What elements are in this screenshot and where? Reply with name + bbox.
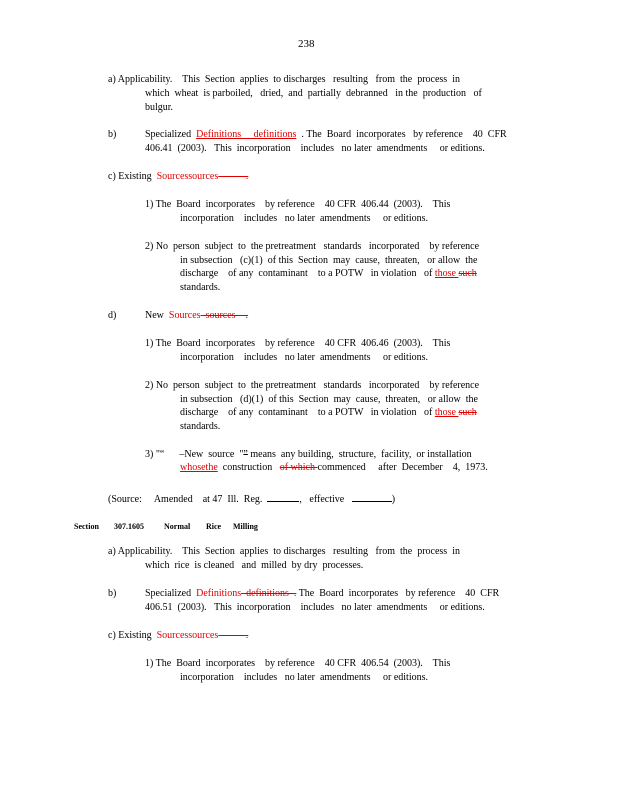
d1-line-1: 1) The Board incorporates by reference 40 CFR 406.46 (2003). This	[145, 338, 451, 349]
definitions-line-2: 406.51 (2003). This incorporation includes no later amendments or editions.	[145, 602, 485, 613]
d1-line-2: incorporation includes no later amendments or editions.	[180, 352, 428, 363]
paragraph-label: b)	[108, 129, 117, 140]
d3-line-1	[145, 449, 472, 461]
inserted-text: Sources	[168, 310, 201, 321]
section-label: Section	[74, 522, 99, 531]
definitions-line-2: 406.41 (2003). This incorporation includes no later amendments or editions.	[145, 143, 485, 154]
text-segment: . The Board incorporates by reference 40 CFR	[296, 129, 507, 140]
text-segment: Specialized	[145, 588, 197, 599]
inserted-text: those	[434, 268, 459, 279]
section-number: 307.1605	[114, 522, 144, 531]
deleted-text: ”	[243, 449, 248, 460]
c1-line-2: incorporation includes no later amendments or editions.	[180, 213, 428, 224]
new-sources-heading	[145, 310, 248, 322]
definitions-line-1	[145, 129, 507, 141]
paragraph-label: d)	[108, 310, 117, 321]
text-segment: c) Existing	[108, 171, 157, 182]
text-segment: discharge of any contaminant to a POTW in violation of	[180, 407, 435, 418]
text-segment: (Source: Amended at 47 Ill. Reg.	[108, 494, 268, 505]
inserted-text: those	[434, 407, 459, 418]
c2-line-2: in subsection (c)(1) of this Section may cause, threaten, or allow the	[180, 255, 478, 266]
inserted-text: Sourcessources	[156, 630, 219, 641]
inserted-text: Definitions	[196, 588, 242, 599]
applicability-line-2: which wheat is parboiled, dried, and partially debranned in the production of	[145, 88, 482, 99]
deleted-text: definitions .	[241, 588, 297, 599]
applicability-line-1: a) Applicability. This Section applies to discharges resulting from the process in	[108, 546, 460, 557]
definitions-line-1	[145, 588, 499, 600]
deleted-text: such	[458, 268, 477, 279]
text-segment: commenced after December 4, 1973.	[317, 462, 488, 473]
section-title-word: Rice	[206, 522, 222, 531]
text-segment: c) Existing	[108, 630, 157, 641]
text-segment: The Board incorporates by reference 40 CFR	[296, 588, 500, 599]
inserted-text: Definitions definitions	[196, 129, 297, 140]
page-number: 238	[298, 38, 315, 50]
d2-line-4: standards.	[180, 421, 221, 432]
d2-line-3	[180, 407, 477, 419]
text-segment: construction	[217, 462, 280, 473]
applicability-line-2: which rice is cleaned and milled by dry processes.	[145, 560, 364, 571]
deleted-text: of which	[279, 462, 318, 473]
d2-line-1: 2) No person subject to the pretreatment standards incorporated by reference	[145, 380, 480, 391]
d2-line-2: in subsection (d)(1) of this Section may cause, threaten, or allow the	[180, 394, 478, 405]
deleted-text: .	[218, 630, 249, 641]
c1-line-2: incorporation includes no later amendments or editions.	[180, 672, 428, 683]
section-title-word: Milling	[233, 522, 258, 531]
c2-line-1: 2) No person subject to the pretreatment standards incorporated by reference	[145, 241, 480, 252]
deleted-text: sources .	[200, 310, 249, 321]
text-segment: )	[391, 494, 396, 505]
text-segment: means any building, structure, facility, or installation	[247, 449, 472, 460]
existing-sources-heading	[108, 630, 248, 642]
text-segment: , effective	[299, 494, 352, 505]
d3-line-2	[180, 462, 488, 474]
c1-line-1: 1) The Board incorporates by reference 40 CFR 406.44 (2003). This	[145, 199, 451, 210]
c2-line-3	[180, 268, 477, 280]
blank-line	[352, 491, 392, 502]
text-segment: New	[145, 310, 169, 321]
source-note	[108, 491, 395, 506]
text-segment: 3) "“ –New source "	[145, 449, 244, 460]
section-title-word: Normal	[164, 522, 191, 531]
inserted-text: whosethe	[180, 462, 218, 473]
applicability-line-1: a) Applicability. This Section applies to discharges resulting from the process in	[108, 74, 460, 85]
existing-sources-heading	[108, 171, 248, 183]
deleted-text: such	[458, 407, 477, 418]
text-segment: discharge of any contaminant to a POTW in violation of	[180, 268, 435, 279]
blank-line	[267, 491, 299, 502]
applicability-line-3: bulgur.	[145, 102, 174, 113]
c1-line-1: 1) The Board incorporates by reference 40 CFR 406.54 (2003). This	[145, 658, 451, 669]
paragraph-label: b)	[108, 588, 117, 599]
text-segment: Specialized	[145, 129, 197, 140]
inserted-text: Sourcessources	[156, 171, 219, 182]
c2-line-4: standards.	[180, 282, 221, 293]
deleted-text: .	[218, 171, 249, 182]
